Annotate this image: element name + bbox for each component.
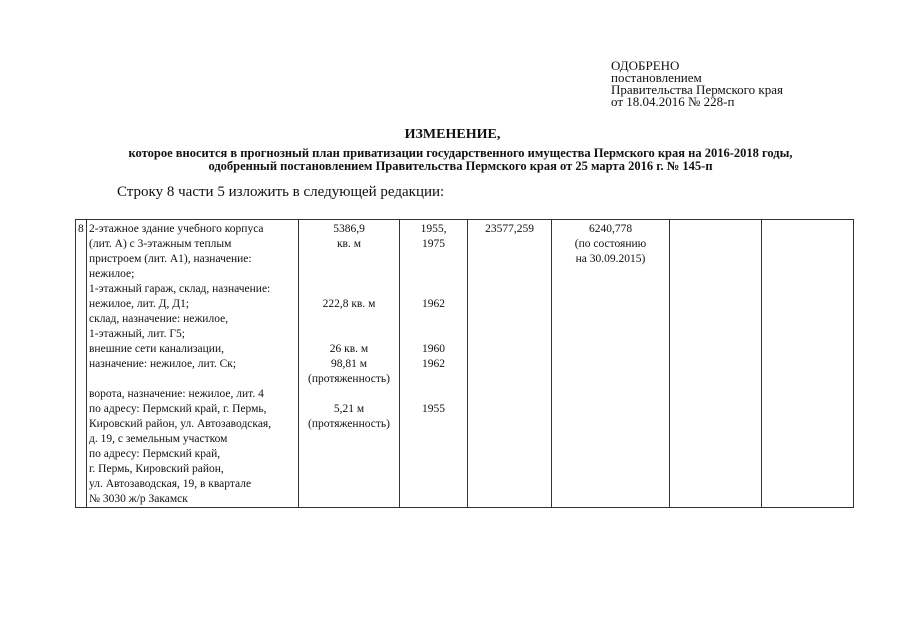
value1: 23577,259: [485, 223, 534, 235]
description-line: ворота, назначение: нежилое, лит. 4: [89, 388, 264, 400]
description-line: внешние сети канализации,: [89, 343, 224, 355]
year-line: 1960: [422, 343, 445, 355]
row-number: 8: [78, 223, 84, 235]
area-line: 26 кв. м: [329, 343, 369, 355]
description-line: нежилое, лит. Д, Д1;: [89, 298, 190, 310]
empty-value: [672, 222, 759, 237]
area-line: [301, 327, 397, 342]
year-line: 1975: [422, 238, 445, 250]
area-line: (протяженность): [308, 418, 390, 430]
description-line: назначение: нежилое, лит. Ск;: [89, 358, 237, 370]
value2-line: 6240,778: [588, 223, 633, 235]
description-line: по адресу: Пермский край,: [89, 448, 221, 460]
document-subtitle-2: одобренный постановлением Правительства Пермского края от 25 марта 2016 г. № 145-п: [208, 159, 713, 173]
area-line: [301, 267, 397, 282]
approval-block: [611, 60, 783, 108]
year-line: [402, 312, 465, 327]
area-line: (протяженность): [308, 373, 390, 385]
description-line: по адресу: Пермский край, г. Пермь,: [89, 403, 267, 415]
approval-line: ОДОБРЕНО: [611, 58, 680, 73]
area-line: кв. м: [336, 238, 362, 250]
description-line: д. 19, с земельным участком: [89, 433, 228, 445]
year-line: [402, 327, 465, 342]
description-line: ул. Автозаводская, 19, в квартале: [89, 478, 252, 490]
description-line: пристроем (лит. А1), назначение:: [89, 253, 252, 265]
intro-text: Строку 8 части 5 изложить в следующей редакции:: [117, 184, 445, 200]
year-line: [402, 282, 465, 297]
empty-cell: [670, 220, 762, 508]
year-line: [402, 252, 465, 267]
description-line: г. Пермь, Кировский район,: [89, 463, 224, 475]
description-line: Кировский район, ул. Автозаводская,: [89, 418, 272, 430]
row-number-cell: [76, 220, 87, 508]
area-line: 98,81 м: [330, 358, 368, 370]
year-line: [402, 372, 465, 387]
area-line: 5386,9: [333, 223, 365, 235]
description-line: 2-этажное здание учебного корпуса: [89, 223, 264, 235]
description-line: 1-этажный гараж, склад, назначение:: [89, 283, 271, 295]
description-line: склад, назначение: нежилое,: [89, 313, 229, 325]
year-line: 1962: [422, 298, 445, 310]
year-line: [402, 267, 465, 282]
area-line: 5,21 м: [333, 403, 365, 415]
area-line: [301, 282, 397, 297]
area-line: [301, 312, 397, 327]
value2-cell: [552, 220, 670, 508]
empty-cell: [762, 220, 854, 508]
privatization-table: [75, 219, 854, 508]
value1-cell: [468, 220, 552, 508]
year-line: [402, 387, 465, 402]
empty-value: [764, 222, 851, 237]
value2-line: (по состоянию: [574, 238, 647, 250]
approval-line: Правительства Пермского края: [611, 82, 783, 97]
description-line: 1-этажный, лит. Г5;: [89, 328, 185, 340]
area-line: 222,8 кв. м: [322, 298, 376, 310]
table-row: [76, 220, 854, 508]
description-line: (лит. А) с 3-этажным теплым: [89, 238, 232, 250]
area-line: [301, 387, 397, 402]
area-line: [301, 252, 397, 267]
description-line: [89, 372, 296, 387]
description-line: № 3030 ж/р Закамск: [89, 493, 188, 505]
approval-line: постановлением: [611, 70, 702, 85]
document-title: ИЗМЕНЕНИЕ,: [404, 127, 501, 142]
approval-line: от 18.04.2016 № 228-п: [611, 94, 735, 109]
description-cell: [87, 220, 299, 508]
description-line: нежилое;: [89, 268, 135, 280]
area-cell: [299, 220, 400, 508]
year-line: 1955,: [420, 223, 447, 235]
value2-line: на 30.09.2015): [575, 253, 646, 265]
year-cell: [400, 220, 468, 508]
document-subtitle: которое вносится в прогнозный план приватизации государственного имущества Пермского края на 2016-2018 годы,: [128, 146, 793, 160]
year-line: 1962: [422, 358, 445, 370]
year-line: 1955: [422, 403, 445, 415]
